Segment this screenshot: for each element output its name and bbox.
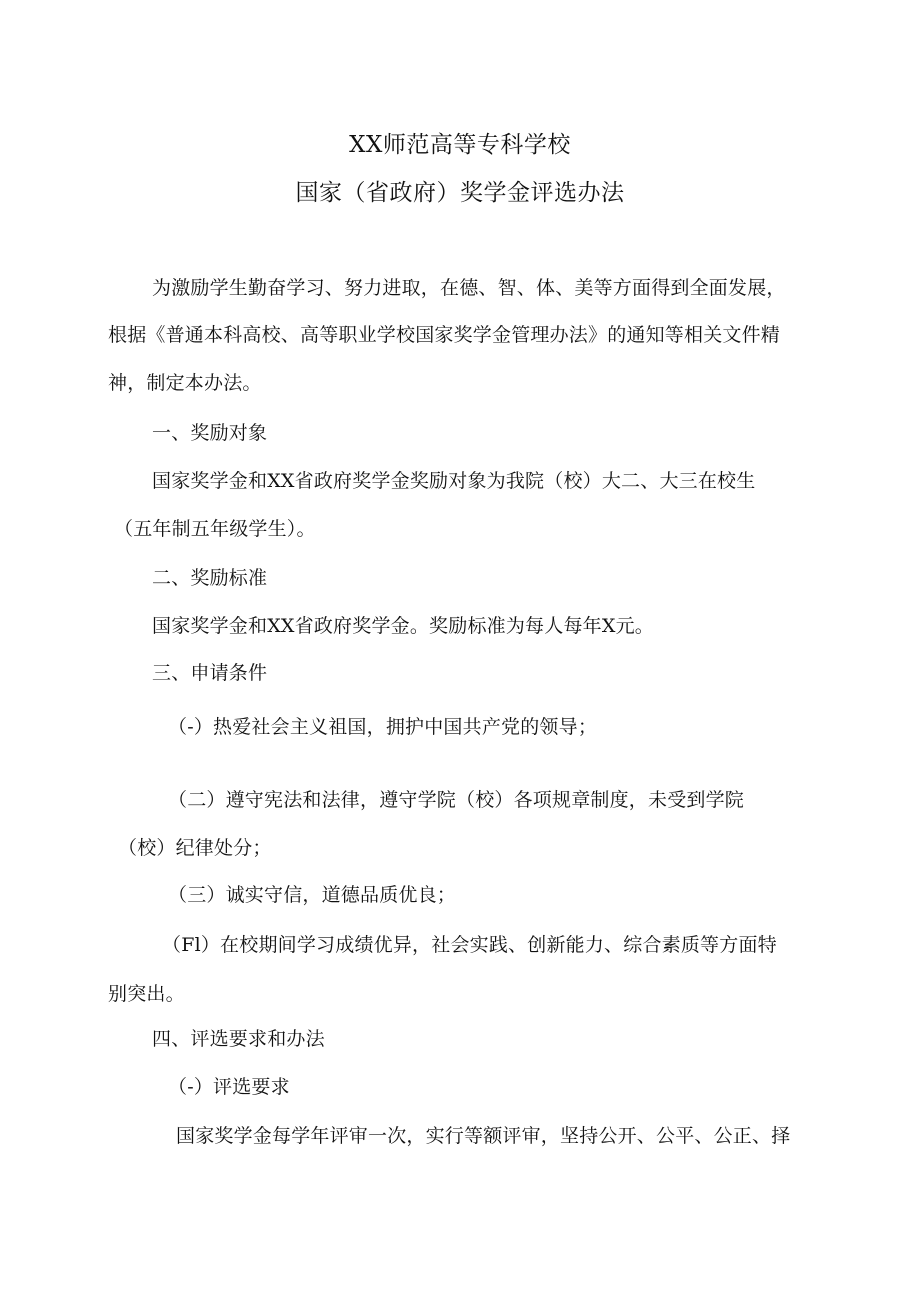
section3-item-2-line-2: （校）纪律处分； [118,837,272,859]
section3-item-1: （-）热爱社会主义祖国，拥护中国共产党的领导； [168,716,598,738]
section3-item-4-line-1: （Fl）在校期间学习成绩优异，社会实践、创新能力、综合素质等方面特 [162,934,777,956]
section1-body-line-1: 国家奖学金和XX省政府奖学金奖励对象为我院（校）大二、大三在校生 [152,470,756,492]
section4-sub1-heading: （-）评选要求 [168,1076,290,1098]
intro-line-1: 为激励学生勤奋学习、努力进取，在德、智、体、美等方面得到全面发展， [152,277,786,299]
document-title-line1: XX师范高等专科学校 [349,132,571,158]
intro-line-3: 神，制定本办法。 [108,372,262,394]
section1-body-line-2: （五年制五年级学生）。 [114,518,316,540]
intro-line-2: 根据《普通本科高校、高等职业学校国家奖学金管理办法》的通知等相关文件精 [108,324,781,346]
section2-heading: 二、奖励标准 [152,567,268,589]
section3-item-2-line-1: （二）遵守宪法和法律，遵守学院（校）各项规章制度，未受到学院 [168,789,745,811]
section4-sub1-body: 国家奖学金每学年评审一次，实行等额评审，坚持公开、公平、公正、择 [176,1125,791,1147]
section3-item-4-line-2: 别突出。 [108,983,185,1005]
document-title-line2: 国家（省政府）奖学金评选办法 [295,180,625,206]
section1-heading: 一、奖励对象 [152,422,268,444]
section4-heading: 四、评选要求和办法 [152,1028,325,1050]
section3-item-3: （三）诚实守信，道德品质优良； [168,884,457,906]
section2-body: 国家奖学金和XX省政府奖学金。奖励标准为每人每年X元。 [152,615,654,637]
section3-heading: 三、申请条件 [152,662,268,684]
